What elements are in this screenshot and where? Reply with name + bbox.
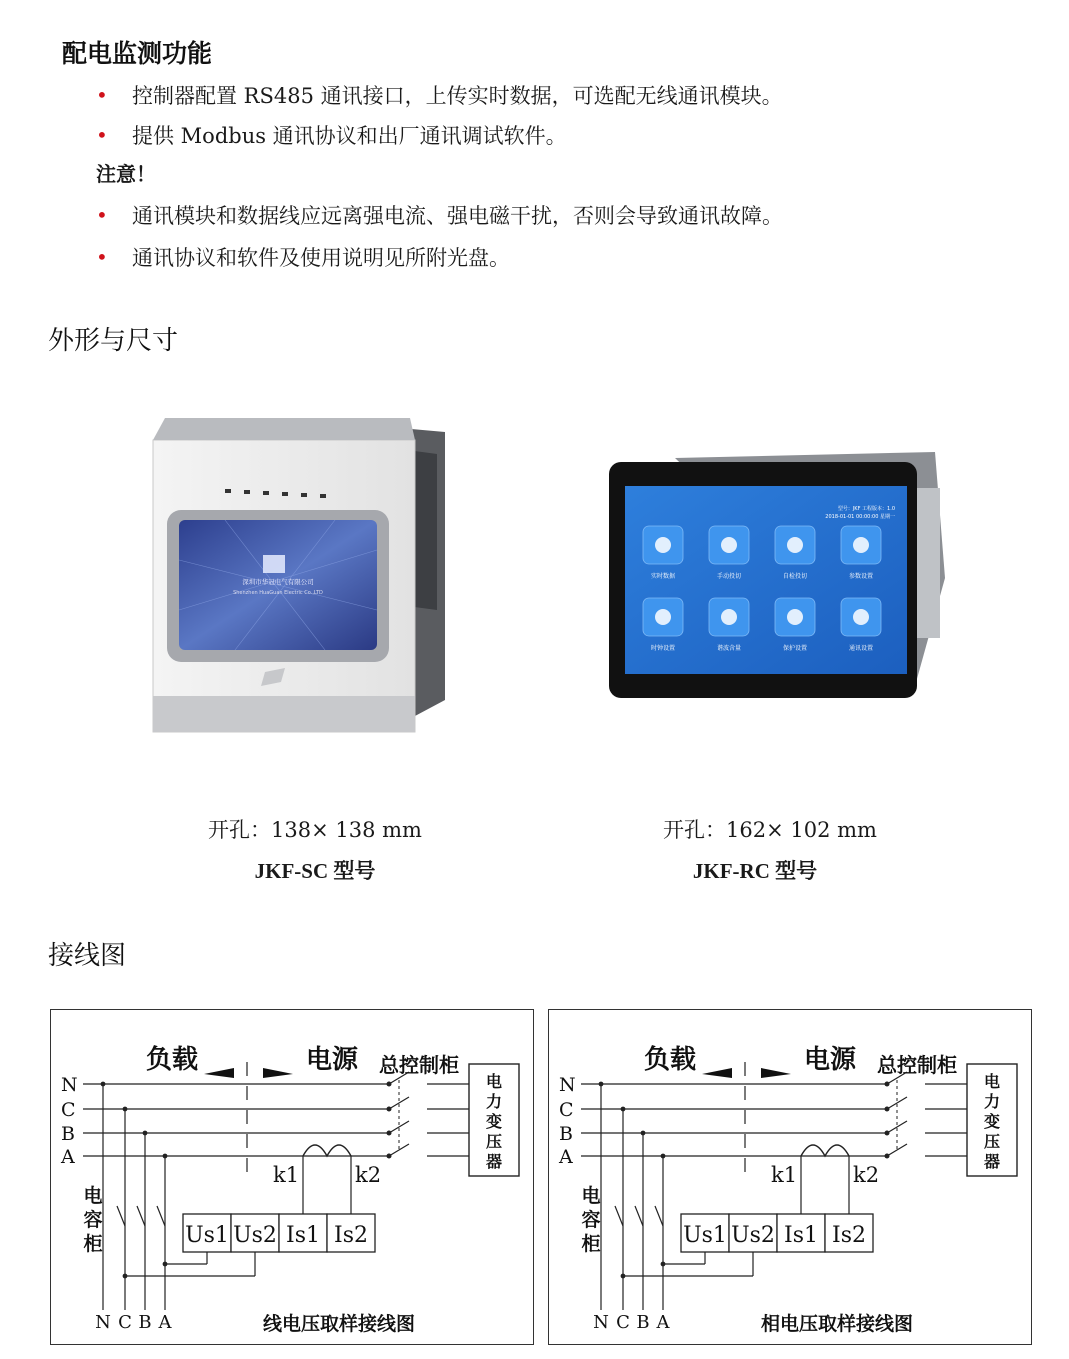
line-label: N [61, 1074, 78, 1096]
bullet-icon: • [96, 123, 108, 147]
company-logo-icon [263, 555, 285, 573]
wiring-diagram-line-voltage [50, 1009, 534, 1345]
bottom-line-label: C [616, 1312, 630, 1333]
transformer-label: 器 [485, 1152, 503, 1171]
terminal-label: Us2 [731, 1223, 775, 1248]
terminal-label: Is2 [832, 1223, 866, 1248]
capacitor-label: 电 [581, 1185, 601, 1207]
list-item [96, 200, 783, 230]
terminal-label: Is2 [334, 1223, 368, 1248]
capacitor-label: 容 [83, 1209, 103, 1231]
line-label: N [559, 1074, 576, 1096]
load-label: 负载 [146, 1045, 199, 1075]
current-transformer-icon [801, 1145, 849, 1156]
arrow-right-icon [263, 1068, 293, 1078]
section-title-wiring: 接线图 [48, 941, 127, 971]
capacitor-label: 柜 [83, 1233, 103, 1255]
svg-text:2018-01-01 00:00:00 星期一: 2018-01-01 00:00:00 星期一 [825, 514, 895, 520]
transformer-label: 压 [485, 1132, 503, 1151]
line-label: C [61, 1099, 76, 1121]
transformer-label: 变 [983, 1112, 1001, 1131]
terminal-label: Us1 [683, 1223, 727, 1248]
transformer-label: 电 [485, 1072, 503, 1091]
tile-label: 自检投切 [782, 573, 808, 580]
transformer-label: 力 [485, 1092, 503, 1111]
capacitor-label: 容 [581, 1209, 601, 1231]
svg-text:Shenzhen HuaGuan Electric Co.,: Shenzhen HuaGuan Electric Co.,LTD [233, 590, 323, 596]
terminal-label: Is1 [286, 1223, 320, 1248]
k2-label: k2 [853, 1163, 880, 1187]
bottom-line-label: A [158, 1312, 172, 1333]
svg-text:型号：JKF 工程版本：1.0: 型号：JKF 工程版本：1.0 [837, 506, 895, 512]
source-label: 电源 [804, 1045, 857, 1075]
terminal-label: Us1 [185, 1223, 229, 1248]
cutout-caption-sc: 开孔：138× 138 mm [208, 818, 422, 842]
arrow-left-icon [204, 1068, 234, 1078]
product-image-jkf-sc [145, 410, 455, 740]
line-label: B [559, 1123, 573, 1145]
bottom-line-label: N [95, 1312, 111, 1333]
bullet-icon: • [96, 203, 108, 227]
section-title-dimensions: 外形与尺寸 [48, 326, 179, 356]
tile-label: 谐波含量 [716, 645, 742, 652]
cutout-caption-rc: 开孔：162× 102 mm [663, 818, 877, 842]
section-title-monitoring: 配电监测功能 [62, 39, 213, 68]
bullet-text: 通讯模块和数据线应远离强电流、强电磁干扰，否则会导致通讯故障。 [132, 204, 783, 228]
k1-label: k1 [771, 1163, 798, 1187]
product-image-jkf-rc [605, 448, 950, 708]
note-title: 注意！ [96, 162, 156, 186]
svg-text:深圳市华冠电气有限公司: 深圳市华冠电气有限公司 [242, 578, 314, 586]
load-label: 负载 [644, 1045, 697, 1075]
list-item [96, 242, 510, 272]
tile-label: 通讯设置 [848, 645, 874, 652]
line-label: B [61, 1123, 75, 1145]
list-item [96, 120, 567, 150]
line-label: A [61, 1146, 75, 1168]
line-label: A [559, 1146, 573, 1168]
bullet-text: 控制器配置 RS485 通讯接口，上传实时数据，可选配无线通讯模块。 [132, 84, 783, 108]
list-item [96, 80, 783, 110]
tile-label: 保护设置 [782, 645, 808, 652]
bottom-line-label: C [118, 1312, 132, 1333]
bottom-line-label: B [138, 1312, 152, 1333]
transformer-label: 压 [983, 1132, 1001, 1151]
bullet-text: 提供 Modbus 通讯协议和出厂通讯调试软件。 [132, 124, 567, 148]
capacitor-label: 柜 [581, 1233, 601, 1255]
main-cabinet-label: 总控制柜 [379, 1053, 459, 1077]
bullet-text: 通讯协议和软件及使用说明见所附光盘。 [132, 246, 510, 270]
tile-label: 实时数据 [650, 573, 676, 580]
current-transformer-icon [303, 1145, 351, 1156]
bullet-icon: • [96, 245, 108, 269]
bullet-icon: • [96, 83, 108, 107]
terminal-label: Is1 [784, 1223, 818, 1248]
tile-label: 时钟设置 [650, 645, 676, 652]
main-cabinet-label: 总控制柜 [877, 1053, 957, 1077]
transformer-label: 器 [983, 1152, 1001, 1171]
arrow-right-icon [761, 1068, 791, 1078]
bottom-line-label: N [593, 1312, 609, 1333]
diagram-caption: 相电压取样接线图 [760, 1313, 914, 1335]
tile-label: 参数设置 [848, 573, 874, 580]
transformer-label: 力 [983, 1092, 1001, 1111]
diagram-caption: 线电压取样接线图 [262, 1313, 416, 1335]
source-label: 电源 [306, 1045, 359, 1075]
bottom-line-label: A [656, 1312, 670, 1333]
transformer-label: 电 [983, 1072, 1001, 1091]
capacitor-label: 电 [83, 1185, 103, 1207]
k1-label: k1 [273, 1163, 300, 1187]
bottom-line-label: B [636, 1312, 650, 1333]
terminal-label: Us2 [233, 1223, 277, 1248]
line-label: C [559, 1099, 574, 1121]
transformer-label: 变 [485, 1112, 503, 1131]
k2-label: k2 [355, 1163, 382, 1187]
tile-label: 手动投切 [716, 573, 742, 580]
model-label-sc: JKF-SC 型号 [254, 859, 376, 883]
arrow-left-icon [702, 1068, 732, 1078]
wiring-diagram-phase-voltage [548, 1009, 1032, 1345]
model-label-rc: JKF-RC 型号 [692, 859, 818, 883]
